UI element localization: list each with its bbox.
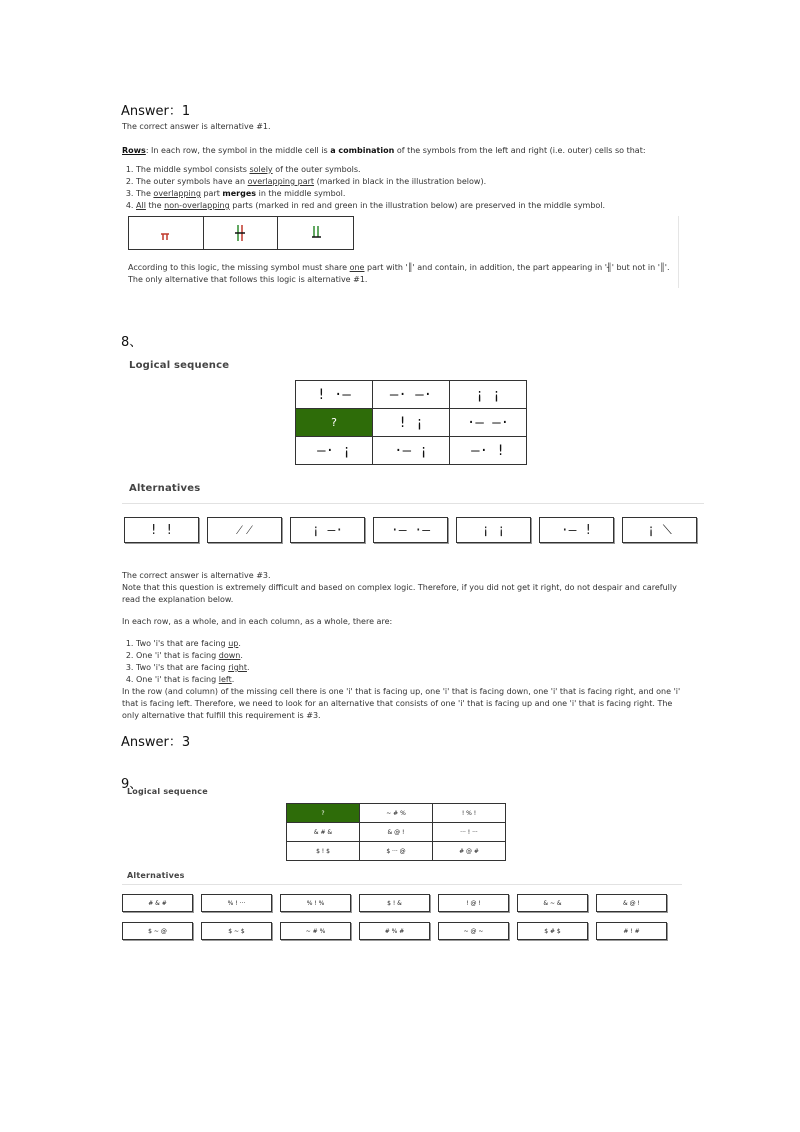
q9-logical-label: Logical sequence	[127, 787, 208, 796]
scroll-edge	[678, 216, 679, 288]
matrix-cell: —· ¡	[296, 437, 373, 465]
alternative-option-6[interactable]: & ~ &	[517, 894, 588, 912]
left-symbol	[161, 234, 169, 240]
list-item: 1. Two 'i's that are facing up.	[136, 638, 436, 650]
rows-label: Rows	[122, 146, 146, 155]
list-item: 2. The outer symbols have an overlapping part (marked in black in the illustration below).	[136, 176, 736, 188]
matrix-cell: & @ !	[360, 823, 433, 842]
matrix-cell: ! ¡	[373, 409, 450, 437]
q8-note: Note that this question is extremely difficult and based on complex logic. Therefore, if you did not get it right, do not despair and carefully read the explanation below.	[122, 583, 677, 604]
list-item: 4. All the non-overlapping parts (marked in red and green in the illustration below) are preserved in the middle symbol.	[136, 200, 736, 212]
alternative-option-5[interactable]: ! @ !	[438, 894, 509, 912]
alternative-option-13[interactable]: $ # $	[517, 922, 588, 940]
q8-correct-text: The correct answer is alternative #3.	[122, 571, 271, 580]
matrix-cell: ·— —·	[450, 409, 527, 437]
list-item: 3. The overlapping part merges in the middle symbol.	[136, 188, 736, 200]
q7-rows-paragraph	[122, 145, 722, 157]
alternative-option-14[interactable]: # ! #	[596, 922, 667, 940]
matrix-cell: & # &	[287, 823, 360, 842]
list-item: 1. The middle symbol consists solely of the outer symbols.	[136, 164, 736, 176]
alternative-option-2[interactable]: ⁄ ⁄	[207, 517, 282, 543]
rows-text-2: of the symbols from the left and right (i.e. outer) cells so that:	[394, 146, 646, 155]
q9-title: 9、	[121, 777, 143, 792]
matrix-cell: $ ! $	[287, 842, 360, 861]
q7-correct-text: The correct answer is alternative #1.	[122, 122, 271, 131]
q7-illustration-symbols	[129, 217, 353, 249]
q8-alternatives-label: Alternatives	[129, 483, 201, 494]
q8-title: 8、	[121, 335, 143, 350]
divider	[122, 884, 682, 885]
matrix-cell: ¡ ¡	[450, 381, 527, 409]
matrix-cell: # @ #	[433, 842, 506, 861]
alternative-option-4[interactable]: $ ! &	[359, 894, 430, 912]
matrix-cell: ·— ¡	[373, 437, 450, 465]
q8-logical-label: Logical sequence	[129, 360, 230, 371]
missing-cell: ?	[287, 804, 360, 823]
matrix-cell: ··· ! ···	[433, 823, 506, 842]
alternative-option-10[interactable]: ~ # %	[280, 922, 351, 940]
q7-answer-heading: Answer：1	[121, 104, 191, 119]
q7-rules-list	[122, 164, 736, 212]
q7-illustration	[128, 216, 354, 250]
q8-intro: In each row, as a whole, and in each column, as a whole, there are:	[122, 617, 393, 626]
alternative-option-3[interactable]: % ! %	[280, 894, 351, 912]
list-item: 2. One 'i' that is facing down.	[136, 650, 436, 662]
alternative-option-2[interactable]: % ! ···	[201, 894, 272, 912]
matrix-cell: ! % !	[433, 804, 506, 823]
matrix-cell: —· —·	[373, 381, 450, 409]
alternative-option-4[interactable]: ·— ·—	[373, 517, 448, 543]
list-item: 3. Two 'i's that are facing right.	[136, 662, 436, 674]
q8-matrix	[295, 380, 527, 465]
q7-logic-paragraph: According to this logic, the missing symbol must share one part with '║' and contain, in addition, the part appearing in '╢' but not in '║'. The only alternative that follows this logic is alternative #1.	[128, 263, 670, 284]
q9-alternatives-label: Alternatives	[127, 871, 185, 880]
alternative-option-9[interactable]: $ ~ $	[201, 922, 272, 940]
q9-matrix	[286, 803, 506, 861]
q8-explanation: In the row (and column) of the missing cell there is one 'i' that is facing up, one 'i' that is facing down, one 'i' that is facing right, and one 'i' that is facing left. Therefore, we need to look for an alternative that consists of one 'i' that is facing up and one 'i' that is facing right. The only alternative that fulfill this requirement is #3.	[122, 687, 681, 720]
alternative-option-11[interactable]: # % #	[359, 922, 430, 940]
matrix-cell: —· !	[450, 437, 527, 465]
missing-cell: ?	[296, 409, 373, 437]
alternative-option-7[interactable]: ¡ ⟍	[622, 517, 697, 543]
alternative-option-12[interactable]: ~ @ ~	[438, 922, 509, 940]
matrix-cell: ~ # %	[360, 804, 433, 823]
matrix-cell: ! ·—	[296, 381, 373, 409]
q8-facing-list	[122, 638, 436, 686]
alternative-option-1[interactable]: ! !	[124, 517, 199, 543]
alternative-option-5[interactable]: ¡ ¡	[456, 517, 531, 543]
middle-symbol	[235, 225, 245, 241]
divider	[122, 503, 704, 504]
alternative-option-7[interactable]: & @ !	[596, 894, 667, 912]
rows-text-1: : In each row, the symbol in the middle cell is	[145, 146, 331, 155]
alternative-option-8[interactable]: $ ~ @	[122, 922, 193, 940]
alternative-option-3[interactable]: ¡ —·	[290, 517, 365, 543]
alternative-option-6[interactable]: ·— !	[539, 517, 614, 543]
q8-answer-heading: Answer：3	[121, 735, 191, 750]
alternative-option-1[interactable]: # & #	[122, 894, 193, 912]
rows-text-bold: a combination	[330, 146, 395, 155]
right-symbol	[312, 226, 321, 237]
list-item: 4. One 'i' that is facing left.	[136, 674, 436, 686]
matrix-cell: $ ··· @	[360, 842, 433, 861]
